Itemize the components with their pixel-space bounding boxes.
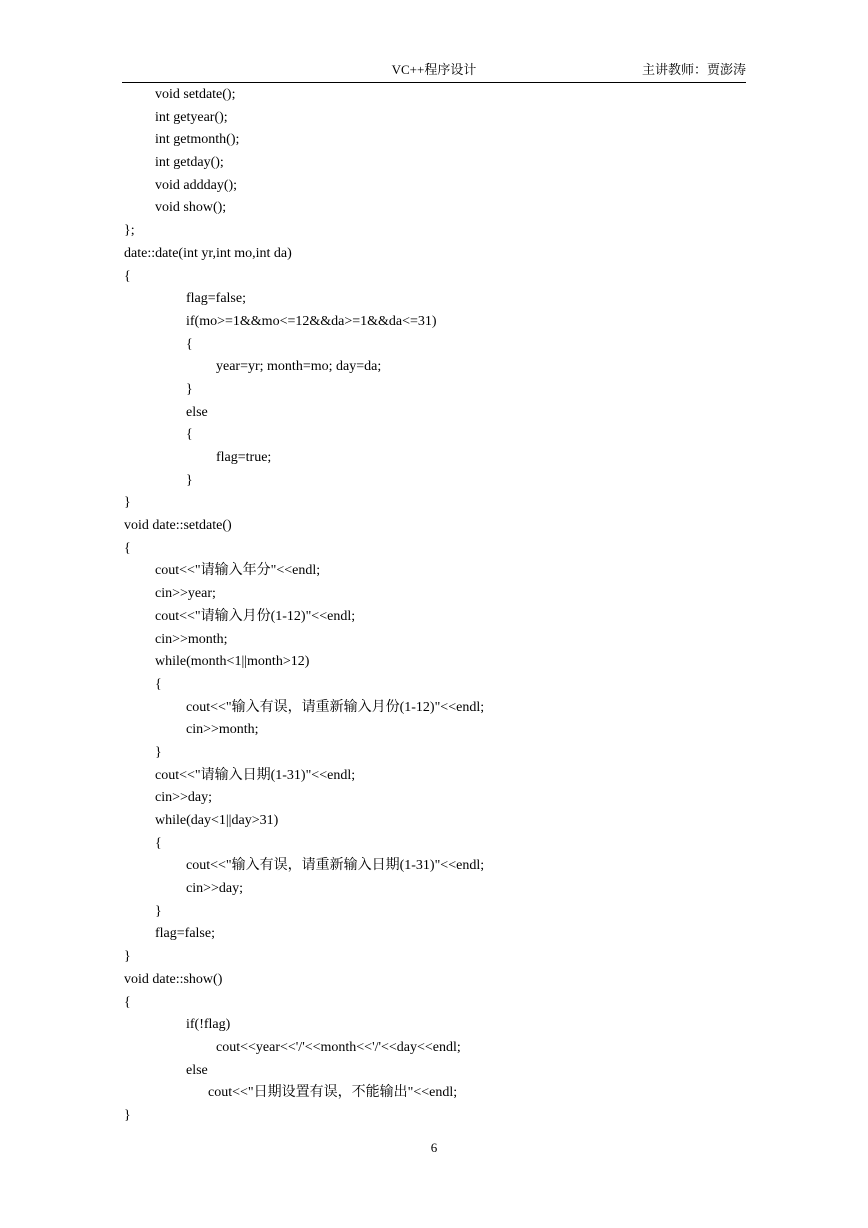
code-line: } xyxy=(186,472,193,488)
code-listing xyxy=(124,84,744,1128)
code-line: cout<<"请输入日期(1-31)"<<endl; xyxy=(155,767,356,783)
code-line: while(month<1||month>12) xyxy=(155,654,310,670)
code-line: flag=false; xyxy=(155,926,215,942)
code-line: else xyxy=(186,404,208,420)
code-line: while(day<1||day>31) xyxy=(155,813,279,828)
code-line: cin>>year; xyxy=(155,586,216,602)
code-line: cout<<"请输入月份(1-12)"<<endl; xyxy=(155,608,356,624)
code-line: void addday(); xyxy=(155,177,238,193)
code-line: }; xyxy=(124,223,135,239)
code-line: flag=true; xyxy=(216,450,272,465)
code-line: else xyxy=(186,1062,208,1078)
code-line: } xyxy=(186,381,193,397)
code-line: if(!flag) xyxy=(186,1017,231,1033)
code-line: cout<<year<<'/'<<month<<'/'<<day<<endl; xyxy=(216,1039,461,1055)
code-line: { xyxy=(186,427,193,443)
code-line: } xyxy=(155,744,162,760)
course-title: VC++程序设计 xyxy=(391,62,477,77)
page-header xyxy=(122,58,746,83)
code-line: { xyxy=(124,268,131,284)
code-line: cin>>month; xyxy=(186,722,259,738)
instructor-name: 主讲教师：贾澎涛 xyxy=(641,62,746,77)
code-line: int getyear(); xyxy=(155,109,228,125)
code-line: cout<<"日期设置有误，不能输出"<<endl; xyxy=(208,1085,458,1101)
code-line: cin>>month; xyxy=(155,631,228,647)
code-line: { xyxy=(155,835,162,851)
code-line: { xyxy=(155,676,162,692)
code-line: { xyxy=(124,540,131,556)
code-line: { xyxy=(186,336,193,352)
code-line: year=yr; month=mo; day=da; xyxy=(216,359,382,375)
code-line: flag=false; xyxy=(186,291,246,307)
code-line: { xyxy=(124,994,131,1010)
code-line: cin>>day; xyxy=(155,790,212,806)
page-number: 6 xyxy=(430,1140,438,1155)
code-line: cout<<"请输入年分"<<endl; xyxy=(155,563,321,579)
code-line: if(mo>=1&&mo<=12&&da>=1&&da<=31) xyxy=(186,313,437,329)
code-line: int getday(); xyxy=(155,155,224,171)
code-line: } xyxy=(124,949,131,965)
code-line: void setdate(); xyxy=(155,87,236,102)
code-line: } xyxy=(124,1107,131,1123)
code-line: cin>>day; xyxy=(186,881,243,897)
code-line: void show(); xyxy=(155,200,227,216)
code-line: cout<<"输入有误，请重新输入日期(1-31)"<<endl; xyxy=(186,858,485,874)
code-line: } xyxy=(155,903,162,919)
code-line: void date::show() xyxy=(124,971,223,987)
code-line: date::date(int yr,int mo,int da) xyxy=(124,245,292,261)
code-line: int getmonth(); xyxy=(155,132,240,148)
code-line: cout<<"输入有误，请重新输入月份(1-12)"<<endl; xyxy=(186,699,485,715)
code-line: } xyxy=(124,495,131,511)
code-line: void date::setdate() xyxy=(124,518,232,534)
